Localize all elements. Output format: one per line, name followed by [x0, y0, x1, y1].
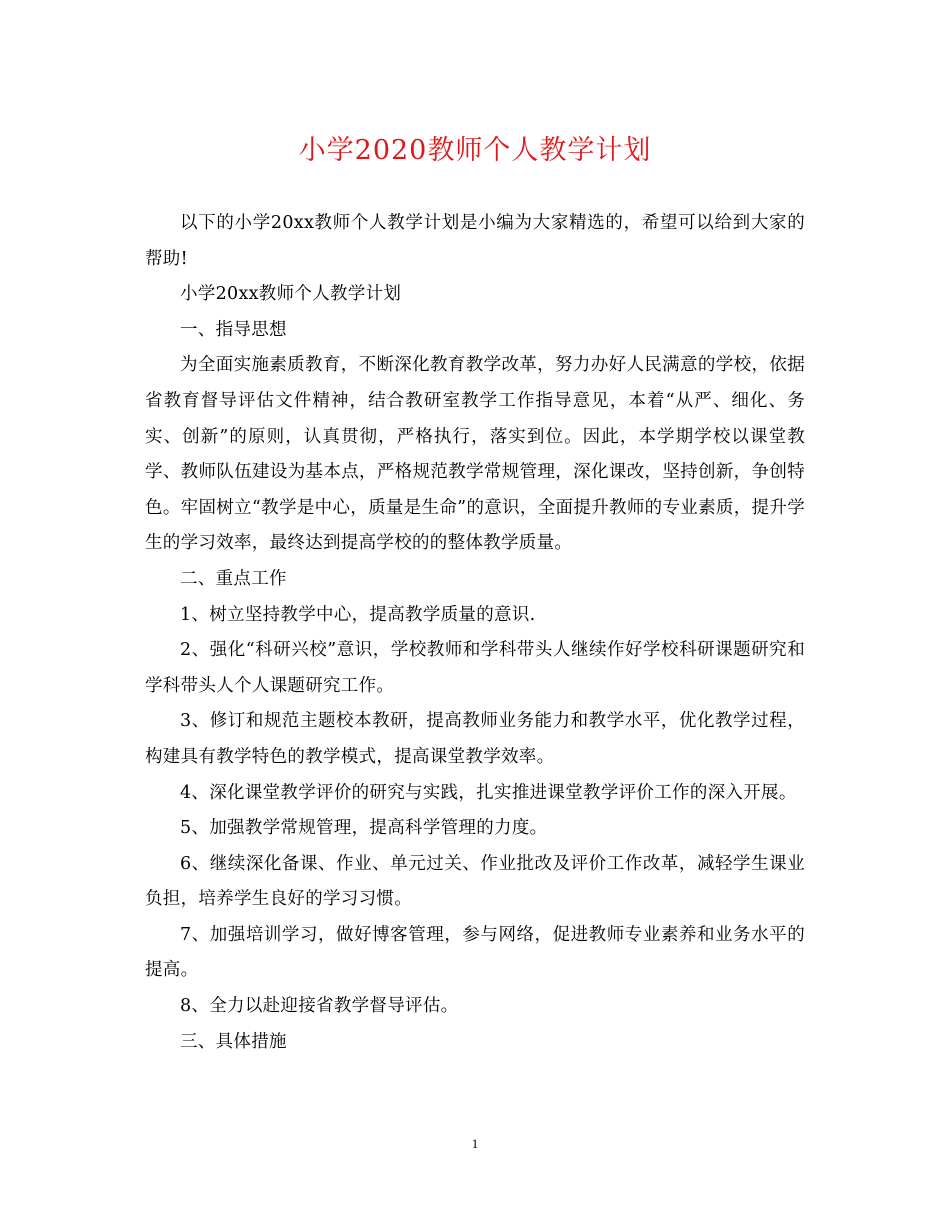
key-work-item-3: 3、修订和规范主题校本教研，提高教师业务能力和教学水平，优化教学过程，构建具有教学特色的教学模式，提高课堂教学效率。	[145, 711, 805, 767]
guiding-ideas-paragraph: 为全面实施素质教育，不断深化教育教学改革，努力办好人民满意的学校，依据省教育督导评估文件精神，结合教研室教学工作指导意见，本着“从严、细化、务实、创新”的原则，认真贯彻，严格执行，落实到位。因此，本学期学校以课堂教学、教师队伍建设为基本点，严格规范教学常规管理，深化课改，坚持创新，争创特色。牢固树立“教学是中心，质量是生命”的意识，全面提升教师的专业素质，提升学生的学习效率，最终达到提高学校的的整体教学质量。	[145, 355, 805, 554]
page-number: 1	[471, 1136, 479, 1151]
key-work-item-8: 8、全力以赴迎接省教学督导评估。	[180, 996, 459, 1017]
intro-paragraph: 以下的小学20xx教师个人教学计划是小编为大家精选的，希望可以给到大家的帮助!	[145, 213, 805, 269]
key-work-item-7: 7、加强培训学习，做好博客管理，参与网络，促进教师专业素养和业务水平的提高。	[145, 924, 805, 981]
section-heading-key-work: 二、重点工作	[180, 568, 287, 589]
document-title: 小学2020教师个人教学计划	[298, 135, 652, 166]
document-body	[145, 206, 805, 1060]
key-work-item-5: 5、加强教学常规管理，提高科学管理的力度。	[180, 818, 548, 839]
key-work-item-2: 2、强化“科研兴校”意识，学校教师和学科带头人继续作好学校科研课题研究和学科带头人个人课题研究工作。	[145, 640, 805, 696]
key-work-item-4: 4、深化课堂教学评价的研究与实践，扎实推进课堂教学评价工作的深入开展。	[180, 782, 797, 803]
key-work-item-6: 6、继续深化备课、作业、单元过关、作业批改及评价工作改革，减轻学生课业负担，培养学生良好的学习习惯。	[145, 853, 805, 910]
section-heading-measures: 三、具体措施	[180, 1031, 287, 1052]
section-heading-guiding-ideas: 一、指导思想	[180, 319, 287, 340]
subtitle-paragraph: 小学20xx教师个人教学计划	[180, 284, 402, 305]
key-work-item-1: 1、树立坚持教学中心，提高教学质量的意识.	[180, 604, 536, 625]
